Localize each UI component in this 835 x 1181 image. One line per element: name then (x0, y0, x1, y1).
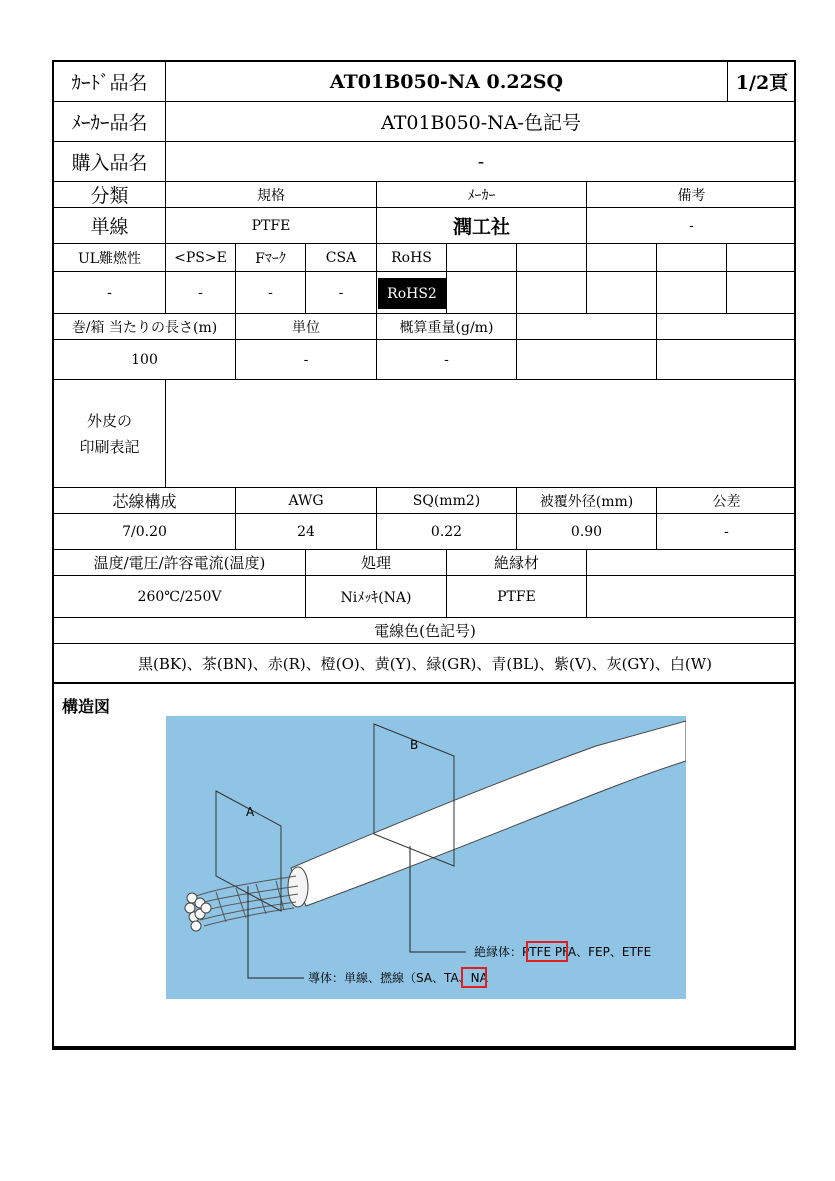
label-a: A (246, 805, 255, 819)
conductor-selected: NA (470, 971, 488, 985)
empty-cell (587, 550, 796, 576)
f-mark-header: Fﾏｰｸ (236, 244, 306, 272)
sq-value: 0.22 (377, 514, 517, 550)
temp-voltage-header: 温度/電圧/許容電流(温度) (54, 550, 306, 576)
unit-header: 単位 (236, 314, 377, 340)
weight-value: - (377, 340, 517, 380)
maker-part-value: AT01B050-NA-色記号 (166, 102, 796, 142)
wire-color-header: 電線色(色記号) (54, 618, 796, 644)
conductor-prefix: 導体：単線、撚線（SA、TA、 (308, 971, 471, 985)
ul-header: UL難燃性 (54, 244, 166, 272)
insulator-selected: PTFE (522, 945, 552, 959)
empty-cell (447, 244, 517, 272)
temp-voltage-value: 260℃/250V (54, 576, 306, 618)
insulation-header: 絶縁材 (447, 550, 587, 576)
empty-cell (587, 272, 657, 314)
print-marking-label-line1: 外皮の (86, 411, 132, 430)
sq-header: SQ(mm2) (377, 488, 517, 514)
unit-value: - (236, 340, 377, 380)
rohs-header: RoHS (377, 244, 447, 272)
classification-value: 単線 (54, 208, 166, 244)
card-name-value: AT01B050-NA 0.22SQ (166, 62, 728, 102)
card-name-label: ｶｰﾄﾞ品名 (54, 62, 166, 102)
empty-cell (657, 314, 796, 340)
empty-cell (657, 272, 727, 314)
standard-value: PTFE (166, 208, 377, 244)
awg-value: 24 (236, 514, 377, 550)
wire-color-value: 黒(BK)、茶(BN)、赤(R)、橙(O)、黄(Y)、緑(GR)、青(BL)、紫(V)、灰(GY)、白(W) (54, 644, 796, 684)
print-marking-label (54, 380, 166, 488)
purchase-name-label: 購入品名 (54, 142, 166, 182)
empty-cell (587, 244, 657, 272)
wire-structure-diagram (166, 716, 686, 999)
classification-header: 分類 (54, 182, 166, 208)
empty-cell (587, 576, 796, 618)
treatment-value: Niﾒｯｷ(NA) (306, 576, 447, 618)
empty-cell (517, 340, 657, 380)
print-marking-label-line2: 印刷表記 (79, 437, 140, 456)
insulator-prefix: 絶縁体： (474, 945, 523, 959)
purchase-name-value: - (166, 142, 796, 182)
empty-cell (517, 314, 657, 340)
empty-cell (517, 244, 587, 272)
tolerance-value: - (657, 514, 796, 550)
standard-header: 規格 (166, 182, 377, 208)
structure-diagram-title: 構造図 (62, 697, 111, 716)
insulator-label (474, 944, 651, 959)
insulation-value: PTFE (447, 576, 587, 618)
length-per-reel-value: 100 (54, 340, 236, 380)
treatment-header: 処理 (306, 550, 447, 576)
maker-value: 潤工社 (377, 208, 587, 244)
empty-cell (447, 272, 517, 314)
outer-diameter-value: 0.90 (517, 514, 657, 550)
remarks-header: 備考 (587, 182, 796, 208)
empty-cell (517, 272, 587, 314)
empty-cell (657, 340, 796, 380)
spec-sheet (52, 60, 796, 1050)
awg-header: AWG (236, 488, 377, 514)
empty-cell (727, 272, 796, 314)
weight-header: 概算重量(g/m) (377, 314, 517, 340)
csa-value: - (306, 272, 377, 314)
print-marking-value (166, 380, 796, 488)
f-mark-value: - (236, 272, 306, 314)
label-b: B (410, 738, 419, 752)
outer-diameter-header: 被覆外径(mm) (517, 488, 657, 514)
core-structure-value: 7/0.20 (54, 514, 236, 550)
pse-value: - (166, 272, 236, 314)
core-structure-header: 芯線構成 (54, 488, 236, 514)
maker-header: ﾒｰｶｰ (377, 182, 587, 208)
rohs2-badge: RoHS2 (378, 278, 446, 309)
ul-value: - (54, 272, 166, 314)
empty-cell (727, 244, 796, 272)
maker-part-label: ﾒｰｶｰ品名 (54, 102, 166, 142)
page-number: 1/2頁 (728, 62, 796, 102)
remarks-value: - (587, 208, 796, 244)
length-per-reel-header: 巻/箱 当たりの長さ(m) (54, 314, 236, 340)
pse-header: <PS>E (166, 244, 236, 272)
csa-header: CSA (306, 244, 377, 272)
empty-cell (657, 244, 727, 272)
tolerance-header: 公差 (657, 488, 796, 514)
insulator-rest: PFA、FEP、ETFE (551, 945, 652, 959)
